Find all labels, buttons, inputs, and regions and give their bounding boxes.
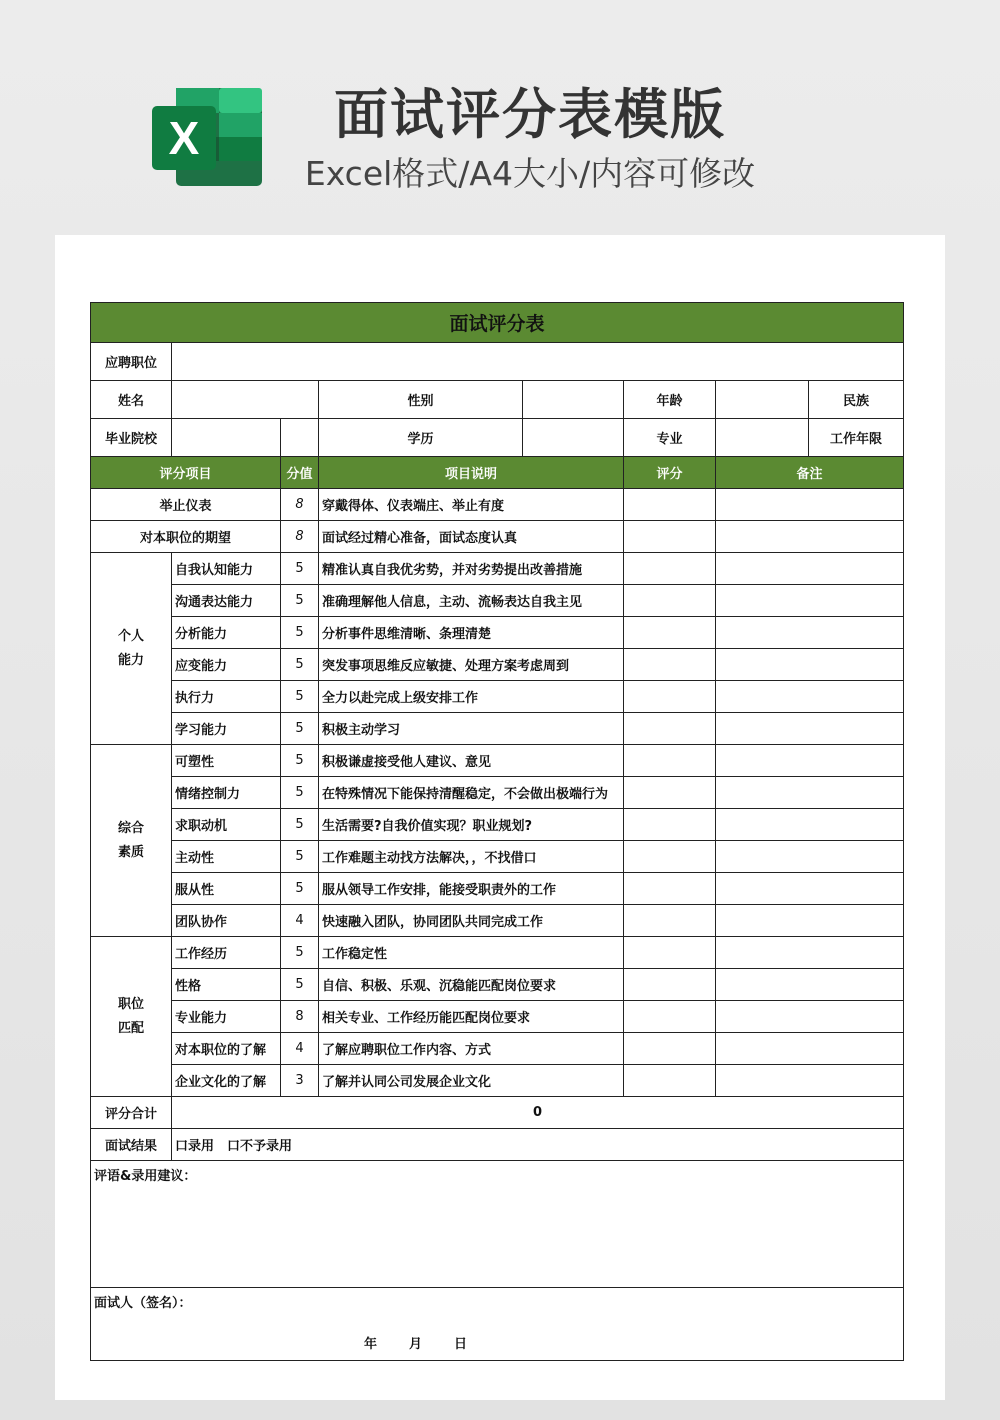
score-field[interactable] [624,905,716,937]
item-value: 5 [281,809,319,841]
item-desc: 积极谦虚接受他人建议、意见 [319,745,624,777]
total-label: 评分合计 [91,1097,172,1129]
logo-letter: X [168,112,200,164]
note-field[interactable] [716,553,904,585]
item-desc: 了解并认同公司发展企业文化 [319,1065,624,1097]
note-field[interactable] [716,1033,904,1065]
table-row [91,1033,904,1065]
col-header-score: 评分 [624,457,716,489]
note-field[interactable] [716,649,904,681]
table-row [91,1001,904,1033]
table-row [91,873,904,905]
total-row [91,1097,904,1129]
col-header-note: 备注 [716,457,904,489]
score-field[interactable] [624,777,716,809]
gender-label: 性别 [319,381,523,419]
position-label: 应聘职位 [91,343,172,381]
sheet-title: 面试评分表 [91,303,904,343]
note-field[interactable] [716,969,904,1001]
note-field[interactable] [716,841,904,873]
item-desc: 工作稳定性 [319,937,624,969]
item-value: 5 [281,553,319,585]
score-field[interactable] [624,489,716,521]
education-field[interactable] [523,419,624,457]
name-label: 姓名 [91,381,172,419]
col-header-item: 评分项目 [91,457,281,489]
item-desc: 积极主动学习 [319,713,624,745]
excel-logo-icon [152,86,264,188]
note-field[interactable] [716,521,904,553]
item-name: 性格 [172,969,281,1001]
score-field[interactable] [624,649,716,681]
note-field[interactable] [716,873,904,905]
item-name: 对本职位的了解 [172,1033,281,1065]
item-desc: 准确理解他人信息，主动、流畅表达自我主见 [319,585,624,617]
score-field[interactable] [624,585,716,617]
table-row [91,681,904,713]
item-value: 5 [281,777,319,809]
table-row [91,521,904,553]
item-value: 5 [281,841,319,873]
name-field[interactable] [172,381,319,419]
item-name: 执行力 [172,681,281,713]
item-value: 4 [281,1033,319,1065]
table-row [91,489,904,521]
item-value: 5 [281,873,319,905]
note-field[interactable] [716,905,904,937]
comments-row [91,1161,904,1288]
item-value: 5 [281,969,319,1001]
item-name: 专业能力 [172,1001,281,1033]
item-value: 3 [281,1065,319,1097]
item-desc: 工作难题主动找方法解决，，不找借口 [319,841,624,873]
school-field[interactable] [172,419,281,457]
score-field[interactable] [624,969,716,1001]
item-name: 企业文化的了解 [172,1065,281,1097]
group-label: 个人 能力 [91,553,172,745]
score-field[interactable] [624,1065,716,1097]
item-desc: 生活需要?自我价值实现？职业规划? [319,809,624,841]
item-name: 情绪控制力 [172,777,281,809]
group-label: 综合 素质 [91,745,172,937]
item-name: 团队协作 [172,905,281,937]
item-desc: 精准认真自我优劣势，并对劣势提出改善措施 [319,553,624,585]
note-field[interactable] [716,809,904,841]
item-value: 5 [281,681,319,713]
item-desc: 分析事件思维清晰、条理清楚 [319,617,624,649]
score-field[interactable] [624,553,716,585]
item-value: 5 [281,649,319,681]
table-row [91,713,904,745]
item-name: 工作经历 [172,937,281,969]
item-value: 8 [281,489,319,521]
note-field[interactable] [716,713,904,745]
score-field[interactable] [624,745,716,777]
result-options[interactable]: 口录用 口不予录用 [172,1129,904,1161]
interview-score-sheet [90,302,904,1361]
note-field[interactable] [716,1001,904,1033]
item-desc: 了解应聘职位工作内容、方式 [319,1033,624,1065]
item-value: 4 [281,905,319,937]
item-desc: 穿戴得体、仪表端庄、举止有度 [319,489,624,521]
total-value: 0 [172,1097,904,1129]
score-field[interactable] [624,521,716,553]
item-value: 8 [281,521,319,553]
score-field[interactable] [624,841,716,873]
table-row [91,777,904,809]
item-desc: 快速融入团队，协同团队共同完成工作 [319,905,624,937]
item-name: 服从性 [172,873,281,905]
item-desc: 全力以赴完成上级安排工作 [319,681,624,713]
item-value: 5 [281,745,319,777]
group-label: 职位 匹配 [91,937,172,1097]
major-label: 专业 [624,419,716,457]
score-field[interactable] [624,617,716,649]
item-name: 举止仪表 [91,489,281,521]
col-header-value: 分值 [281,457,319,489]
gender-field[interactable] [523,381,624,419]
table-row [91,649,904,681]
note-field[interactable] [716,585,904,617]
score-field[interactable] [624,1033,716,1065]
table-row [91,905,904,937]
item-name: 自我认知能力 [172,553,281,585]
note-field[interactable] [716,777,904,809]
page-subtitle: Excel格式/A4大小/内容可修改 [304,154,756,193]
item-name: 主动性 [172,841,281,873]
score-field[interactable] [624,713,716,745]
result-row [91,1129,904,1161]
item-value: 5 [281,937,319,969]
col-header-desc: 项目说明 [319,457,624,489]
item-desc: 服从领导工作安排，能接受职责外的工作 [319,873,624,905]
item-value: 5 [281,713,319,745]
item-value: 5 [281,585,319,617]
age-label: 年龄 [624,381,716,419]
signature-field[interactable] [91,1288,904,1361]
item-name: 沟通表达能力 [172,585,281,617]
education-label: 学历 [319,419,523,457]
score-field[interactable] [624,1001,716,1033]
table-row [91,585,904,617]
item-desc: 相关专业、工作经历能匹配岗位要求 [319,1001,624,1033]
item-desc: 突发事项思维反应敏捷、处理方案考虑周到 [319,649,624,681]
item-name: 求职动机 [172,809,281,841]
item-name: 应变能力 [172,649,281,681]
table-row [91,809,904,841]
table-row [91,745,904,777]
table-row [91,969,904,1001]
page-title: 面试评分表模版 [334,83,726,146]
age-field[interactable] [716,381,809,419]
table-row [91,937,904,969]
table-row [91,841,904,873]
table-row [91,1065,904,1097]
score-field[interactable] [624,809,716,841]
ethnicity-label: 民族 [809,381,904,419]
signature-row [91,1288,904,1361]
date-label: 年 月 日 [364,1337,470,1352]
score-field[interactable] [624,873,716,905]
item-name: 可塑性 [172,745,281,777]
result-label: 面试结果 [91,1129,172,1161]
banner [0,0,1000,235]
note-field[interactable] [716,937,904,969]
table-row [91,553,904,585]
score-field[interactable] [624,681,716,713]
comments-field[interactable]: 评语&录用建议： [91,1161,904,1288]
item-name: 学习能力 [172,713,281,745]
item-desc: 面试经过精心准备，面试态度认真 [319,521,624,553]
note-field[interactable] [716,617,904,649]
note-field[interactable] [716,681,904,713]
note-field[interactable] [716,1065,904,1097]
note-field[interactable] [716,745,904,777]
item-desc: 在特殊情况下能保持清醒稳定，不会做出极端行为 [319,777,624,809]
school-label: 毕业院校 [91,419,172,457]
item-value: 8 [281,1001,319,1033]
item-desc: 自信、积极、乐观、沉稳能匹配岗位要求 [319,969,624,1001]
major-field[interactable] [716,419,809,457]
position-field[interactable] [172,343,904,381]
table-row [91,617,904,649]
school-field-extra[interactable] [281,419,319,457]
years-label: 工作年限 [809,419,904,457]
score-field[interactable] [624,937,716,969]
item-name: 对本职位的期望 [91,521,281,553]
item-value: 5 [281,617,319,649]
note-field[interactable] [716,489,904,521]
interviewer-label: 面试人（签名）： [94,1296,192,1311]
item-name: 分析能力 [172,617,281,649]
